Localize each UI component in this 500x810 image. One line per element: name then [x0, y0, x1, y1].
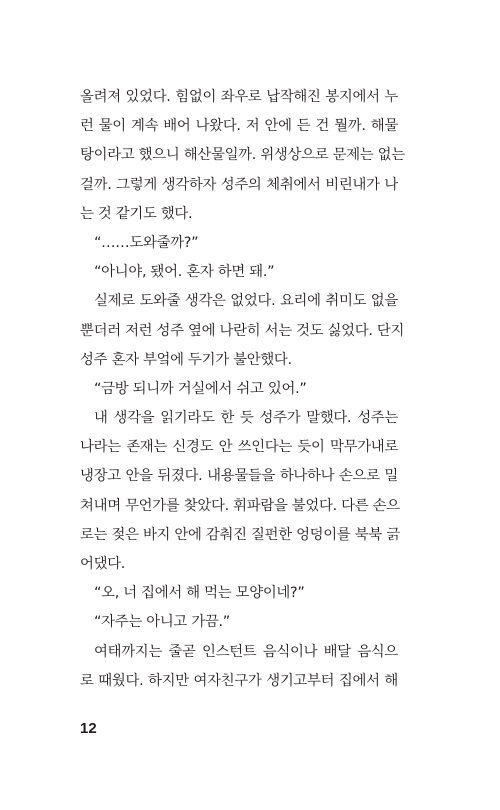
dialogue-line: “아니야, 됐어. 혼자 하면 돼.”	[94, 264, 275, 281]
text-line: 로 때웠다. 하지만 여자친구가 생기고부터 집에서 해	[80, 672, 398, 689]
text-line: 는 것 같기도 했다.	[80, 205, 193, 222]
dialogue-line: “자주는 아니고 가끔.”	[94, 614, 230, 631]
dialogue-line: “금방 되니까 거실에서 쉬고 있어.”	[94, 380, 307, 397]
text-line: 탕이라고 했으니 해산물일까. 위생상으로 문제는 없는	[80, 147, 405, 164]
text-line: 걸까. 그렇게 생각하자 성주의 체취에서 비린내가 나	[80, 176, 398, 193]
text-line: 런 물이 계속 배어 나왔다. 저 안에 든 건 뭘까. 해물	[80, 118, 398, 135]
page-number: 12	[80, 720, 97, 737]
dialogue-line: “……도와줄까?”	[94, 234, 199, 251]
body-text	[80, 83, 405, 696]
text-line: 내 생각을 읽기라도 한 듯 성주가 말했다. 성주는	[94, 410, 398, 427]
text-line: 냉장고 안을 뒤졌다. 내용물들을 하나하나 손으로 밀	[80, 468, 398, 485]
text-line: 나라는 존재는 신경도 안 쓰인다는 듯이 막무가내로	[80, 439, 398, 456]
text-line: 어댔다.	[80, 556, 126, 572]
text-line: 쳐내며 무언가를 찾았다. 휘파람을 불었다. 다른 손으	[80, 497, 400, 514]
text-line: 실제로 도와줄 생각은 없었다. 요리에 취미도 없을	[94, 293, 398, 310]
text-line: 여태까지는 줄곧 인스턴트 음식이나 배달 음식으	[94, 643, 398, 660]
text-line: 뿐더러 저런 성주 옆에 나란히 서는 것도 싫었다. 단지	[80, 322, 405, 339]
text-line: 성주 혼자 부엌에 두기가 불안했다.	[80, 351, 292, 368]
text-line: 로는 젖은 바지 안에 감춰진 질펀한 엉덩이를 북북 긁	[80, 526, 400, 543]
dialogue-line: “오, 너 집에서 해 먹는 모양이네?”	[94, 585, 305, 602]
text-line: 올려져 있었다. 힘없이 좌우로 납작해진 봉지에서 누	[80, 89, 398, 105]
